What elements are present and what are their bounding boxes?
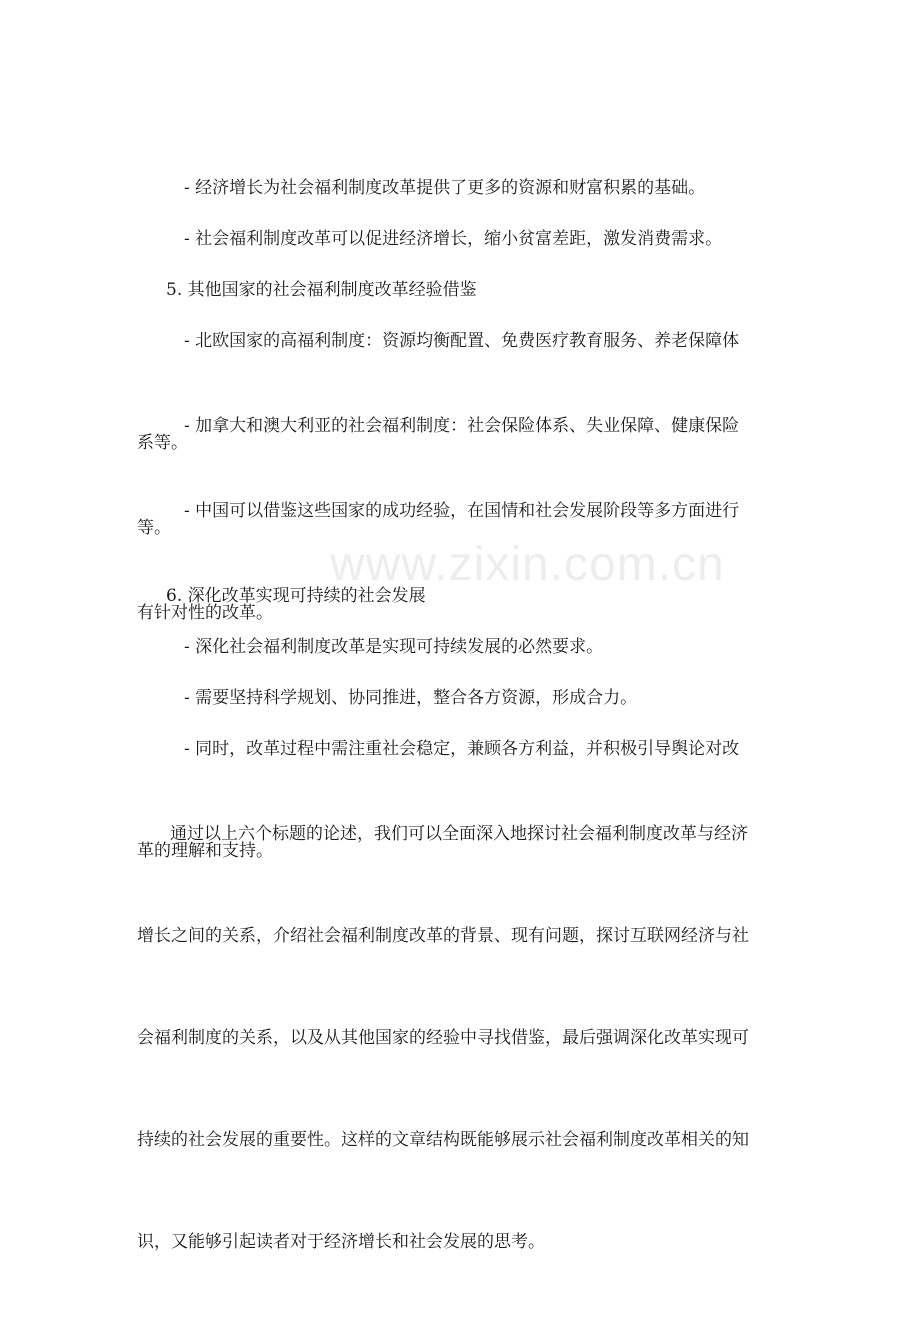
- text-line: - 经济增长为社会福利制度改革提供了更多的资源和财富积累的基础。: [184, 178, 706, 198]
- text-line: 革的理解和支持。: [137, 841, 273, 861]
- text-line: - 同时，改革过程中需注重社会稳定，兼顾各方利益，并积极引导舆论对改: [184, 739, 740, 759]
- text-line: 会福利制度的关系，以及从其他国家的经验中寻找借鉴，最后强调深化改革实现可: [137, 1028, 749, 1048]
- text-line: 等。: [137, 518, 171, 538]
- text-line: - 深化社会福利制度改革是实现可持续发展的必然要求。: [184, 637, 604, 657]
- text-line: 识，又能够引起读者对于经济增长和社会发展的思考。: [137, 1232, 545, 1252]
- heading-text: 6. 深化改革实现可持续的社会发展: [166, 586, 426, 606]
- text-line: - 社会福利制度改革可以促进经济增长，缩小贫富差距，激发消费需求。: [184, 229, 723, 249]
- text-line: 系等。: [137, 433, 188, 453]
- text-line: 持续的社会发展的重要性。这样的文章结构既能够展示社会福利制度改革相关的知: [137, 1130, 749, 1150]
- text-line: - 加拿大和澳大利亚的社会福利制度：社会保险体系、失业保障、健康保险: [184, 416, 740, 436]
- paragraph-conclusion: [0, 749, 920, 1327]
- text-line: - 需要坚持科学规划、协同推进，整合各方资源，形成合力。: [184, 688, 638, 708]
- heading-text: 5. 其他国家的社会福利制度改革经验借鉴: [166, 280, 477, 300]
- text-line: - 中国可以借鉴这些国家的成功经验，在国情和社会发展阶段等多方面进行: [184, 501, 740, 521]
- text-line: 通过以上六个标题的论述，我们可以全面深入地探讨社会福利制度改革与经济: [170, 824, 748, 844]
- text-line: 增长之间的关系，介绍社会福利制度改革的背景、现有问题，探讨互联网经济与社: [137, 926, 749, 946]
- text-line: - 北欧国家的高福利制度：资源均衡配置、免费医疗教育服务、养老保障体: [184, 331, 740, 351]
- watermark: www.zixin.com.cn: [330, 538, 725, 591]
- text-line: 有针对性的改革。: [137, 603, 273, 623]
